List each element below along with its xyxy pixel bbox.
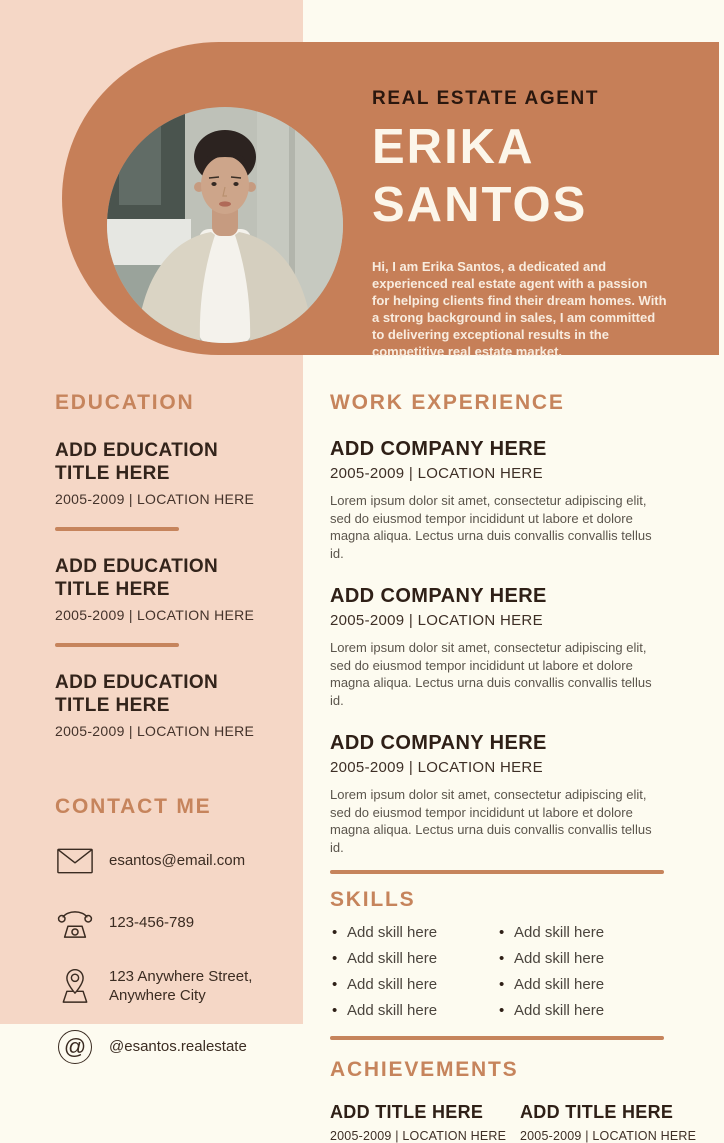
skills-column-2 [497, 920, 664, 1024]
divider [330, 870, 664, 874]
achievement-title: ADD TITLE HERE [330, 1102, 484, 1122]
education-title: ADD EDUCATION TITLE HERE [55, 440, 219, 484]
company-name: ADD COMPANY HERE [330, 585, 547, 607]
achievement-meta: 2005-2009 | LOCATION HERE [520, 1129, 697, 1143]
education-meta: 2005-2009 | LOCATION HERE [55, 607, 255, 623]
work-description: Lorem ipsum dolor sit amet, consectetur adipiscing elit, sed do eiusmod tempor incididunt ut labore et dolore magna aliqua. Lectus urna duis convallis convallis tellus id. [330, 493, 652, 561]
first-name: ERIKA [372, 120, 535, 174]
skills-column-1 [330, 920, 497, 1024]
profile-photo-illustration [107, 107, 343, 343]
contact-item-phone [55, 903, 290, 943]
divider [55, 643, 179, 647]
education-meta: 2005-2009 | LOCATION HERE [55, 723, 255, 739]
education-entry [55, 671, 290, 739]
education-title: ADD EDUCATION TITLE HERE [55, 672, 219, 716]
contact-address: 123 Anywhere Street, Anywhere City [109, 968, 253, 1004]
skill-item: • Add skill here [497, 972, 664, 998]
divider [330, 1036, 664, 1040]
work-meta: 2005-2009 | LOCATION HERE [330, 612, 543, 629]
contact-list [55, 841, 290, 1067]
location-pin-icon [55, 965, 95, 1005]
skills-list [330, 920, 664, 1024]
achievements-list [330, 1102, 697, 1143]
contact-heading: CONTACT ME [55, 795, 212, 818]
skills-heading: SKILLS [330, 888, 416, 911]
achievement-entry [520, 1102, 697, 1143]
work-entry [330, 732, 664, 856]
role-label: REAL ESTATE AGENT [372, 88, 600, 109]
contact-phone: 123-456-789 [109, 914, 195, 931]
last-name: SANTOS [372, 178, 588, 232]
at-sign-icon: @ [55, 1027, 95, 1067]
contact-item-email [55, 841, 290, 881]
skill-item: • Add skill here [330, 998, 497, 1024]
company-name: ADD COMPANY HERE [330, 732, 547, 754]
education-title: ADD EDUCATION TITLE HERE [55, 556, 219, 600]
work-meta: 2005-2009 | LOCATION HERE [330, 759, 543, 776]
contact-social-handle: @esantos.realestate [109, 1038, 247, 1055]
envelope-icon [55, 841, 95, 881]
achievement-title: ADD TITLE HERE [520, 1102, 674, 1122]
skill-item: • Add skill here [497, 920, 664, 946]
work-description: Lorem ipsum dolor sit amet, consectetur adipiscing elit, sed do eiusmod tempor incididunt ut labore et dolore magna aliqua. Lectus urna duis convallis convallis tellus id. [330, 640, 652, 708]
person-name [372, 118, 677, 234]
skill-item: • Add skill here [497, 946, 664, 972]
skill-item: • Add skill here [330, 946, 497, 972]
sidebar [55, 391, 290, 1067]
education-entry [55, 439, 290, 507]
education-meta: 2005-2009 | LOCATION HERE [55, 491, 255, 507]
contact-item-social [55, 1027, 290, 1067]
divider [55, 527, 179, 531]
company-name: ADD COMPANY HERE [330, 438, 547, 460]
achievement-meta: 2005-2009 | LOCATION HERE [330, 1129, 507, 1143]
contact-item-address [55, 965, 290, 1005]
skill-item: • Add skill here [330, 972, 497, 998]
skill-item: • Add skill here [330, 920, 497, 946]
work-entry [330, 438, 664, 562]
contact-email: esantos@email.com [109, 852, 246, 869]
achievements-heading: ACHIEVEMENTS [330, 1058, 519, 1081]
work-experience-heading: WORK EXPERIENCE [330, 391, 565, 414]
hero-banner [62, 42, 719, 359]
phone-icon [55, 903, 95, 943]
work-entry [330, 585, 664, 709]
work-description: Lorem ipsum dolor sit amet, consectetur adipiscing elit, sed do eiusmod tempor incididunt ut labore et dolore magna aliqua. Lectus urna duis convallis convallis tellus id. [330, 787, 652, 855]
education-heading: EDUCATION [55, 391, 195, 414]
achievement-entry [330, 1102, 520, 1143]
main-column [330, 391, 697, 1143]
intro-paragraph: Hi, I am Erika Santos, a dedicated and experienced real estate agent with a passion for helping clients find their dream homes. With a strong background in sales, I am committed to delivering exceptional results in the competitive real estate market. [372, 259, 667, 359]
education-entry [55, 555, 290, 623]
profile-photo [107, 107, 343, 343]
skill-item: • Add skill here [497, 998, 664, 1024]
work-meta: 2005-2009 | LOCATION HERE [330, 465, 543, 482]
